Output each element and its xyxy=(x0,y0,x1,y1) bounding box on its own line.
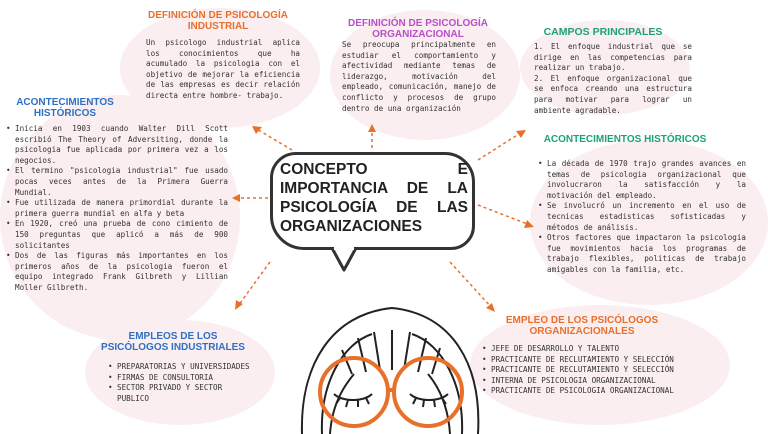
empleos-org-title: EMPLEO DE LOS PSICÓLOGOS ORGANIZACIONALES xyxy=(505,315,659,337)
arrow-to-def-industrial xyxy=(255,128,292,150)
central-title: CONCEPTO E IMPORTANCIA DE LA PSICOLOGÍA DE LAS ORGANIZACIONES xyxy=(280,161,468,235)
list-item: • PREPARATORIAS Y UNIVERSIDADES xyxy=(108,362,258,373)
list-item: • PRACTICANTE DE RECLUTAMIENTO Y SELECCIÓN xyxy=(482,355,722,366)
list-item: 2. El enfoque organizacional que se enfoca creando una estructura para motivar para lograr un ambiente agradable. xyxy=(534,73,692,115)
bubble-tail xyxy=(330,246,370,276)
def-organizacional-text: Se preocupa principalmente en estudiar el comportamiento y afectividad mediante temas de liderazgo, motivación del empleado, comunicación, manejo de conflicto y procesos de grupo dentro de una organización xyxy=(342,40,496,113)
def-organizacional-title: DEFINICIÓN DE PSICOLOGÍA ORGANIZACIONAL xyxy=(347,18,488,40)
arrow-to-acont-right xyxy=(478,205,530,225)
list-item: • Se involucró un incremento en el uso de tecnicas estadisticas sofisticadas y métodos de análisis. xyxy=(538,201,746,233)
def-industrial-title: DEFINICIÓN DE PSICOLOGÍA INDUSTRIAL xyxy=(147,10,288,32)
list-item: • El termino "psicologia industrial" fue usado pocas veces antes de la Primera Guerra Mundial. xyxy=(6,166,228,198)
list-item: • En 1920, creó una prueba de cono cimiento de 150 preguntas que aplicó a más de 900 solicitantes xyxy=(6,219,228,251)
list-item: • Inicia en 1903 cuando Walter Dill Scott escribió The Theory of Adversiting, donde la psicologia fue aplicada por primera vez a los negocios. xyxy=(6,124,228,166)
list-item: • Dos de las figuras más importantes en los primeros años de la psicologia fueron el equipo integrado Frank Gilbreth y Lillian Moller Gilbreth. xyxy=(6,251,228,293)
list-item: • INTERNA DE PSICOLOGIA ORGANIZACIONAL xyxy=(482,376,722,387)
girl-with-glasses-illustration xyxy=(282,274,502,434)
list-item: • La década de 1970 trajo grandes avances en temas de psicologia organizacional que involucraron la satisfacción y la motivación del empleado. xyxy=(538,159,746,201)
def-industrial-text: Un psicologo industrial aplica los conocimientos que ha acumulado la psicologia con el objetivo de mejorar la eficiencia de las empresas es decir relación directa entre hombre- trabajo. xyxy=(146,38,300,100)
list-item: • PRACTICANTE DE RECLUTAMIENTO Y SELECCIÓN xyxy=(482,365,722,376)
list-item: • Otros factores que impactaron la psicologia fue movimientos hacia los programas de trabajo flexibles, politicas de trabajo amigables con la familia, etc. xyxy=(538,233,746,275)
list-item: 1. El enfoque industrial que se dirige en las competencias para realizar un trabajo. xyxy=(534,42,692,73)
acont-right-title: ACONTECIMIENTOS HISTÓRICOS xyxy=(543,134,707,145)
acont-left-title: ACONTECIMIENTOS HISTÓRICOS xyxy=(16,97,114,119)
list-item: • FIRMAS DE CONSULTORIA xyxy=(108,373,258,384)
arrow-to-empleos-ind xyxy=(238,262,270,306)
arrow-to-campos xyxy=(478,132,522,160)
glasses-left-lens xyxy=(320,358,388,426)
glasses-right-lens xyxy=(394,358,462,426)
list-item: • SECTOR PRIVADO Y SECTOR PUBLICO xyxy=(108,383,258,404)
list-item: • PRACTICANTE DE PSICOLOGIA ORGANIZACIONAL xyxy=(482,386,722,397)
campos-title: CAMPOS PRINCIPALES xyxy=(543,26,663,38)
empleos-ind-title: EMPLEOS DE LOS PSICÓLOGOS INDUSTRIALES xyxy=(101,331,245,353)
list-item: • JEFE DE DESARROLLO Y TALENTO xyxy=(482,344,722,355)
list-item: • Fue utilizada de manera primordial durante la primera guerra mundial en alfa y beta xyxy=(6,198,228,219)
